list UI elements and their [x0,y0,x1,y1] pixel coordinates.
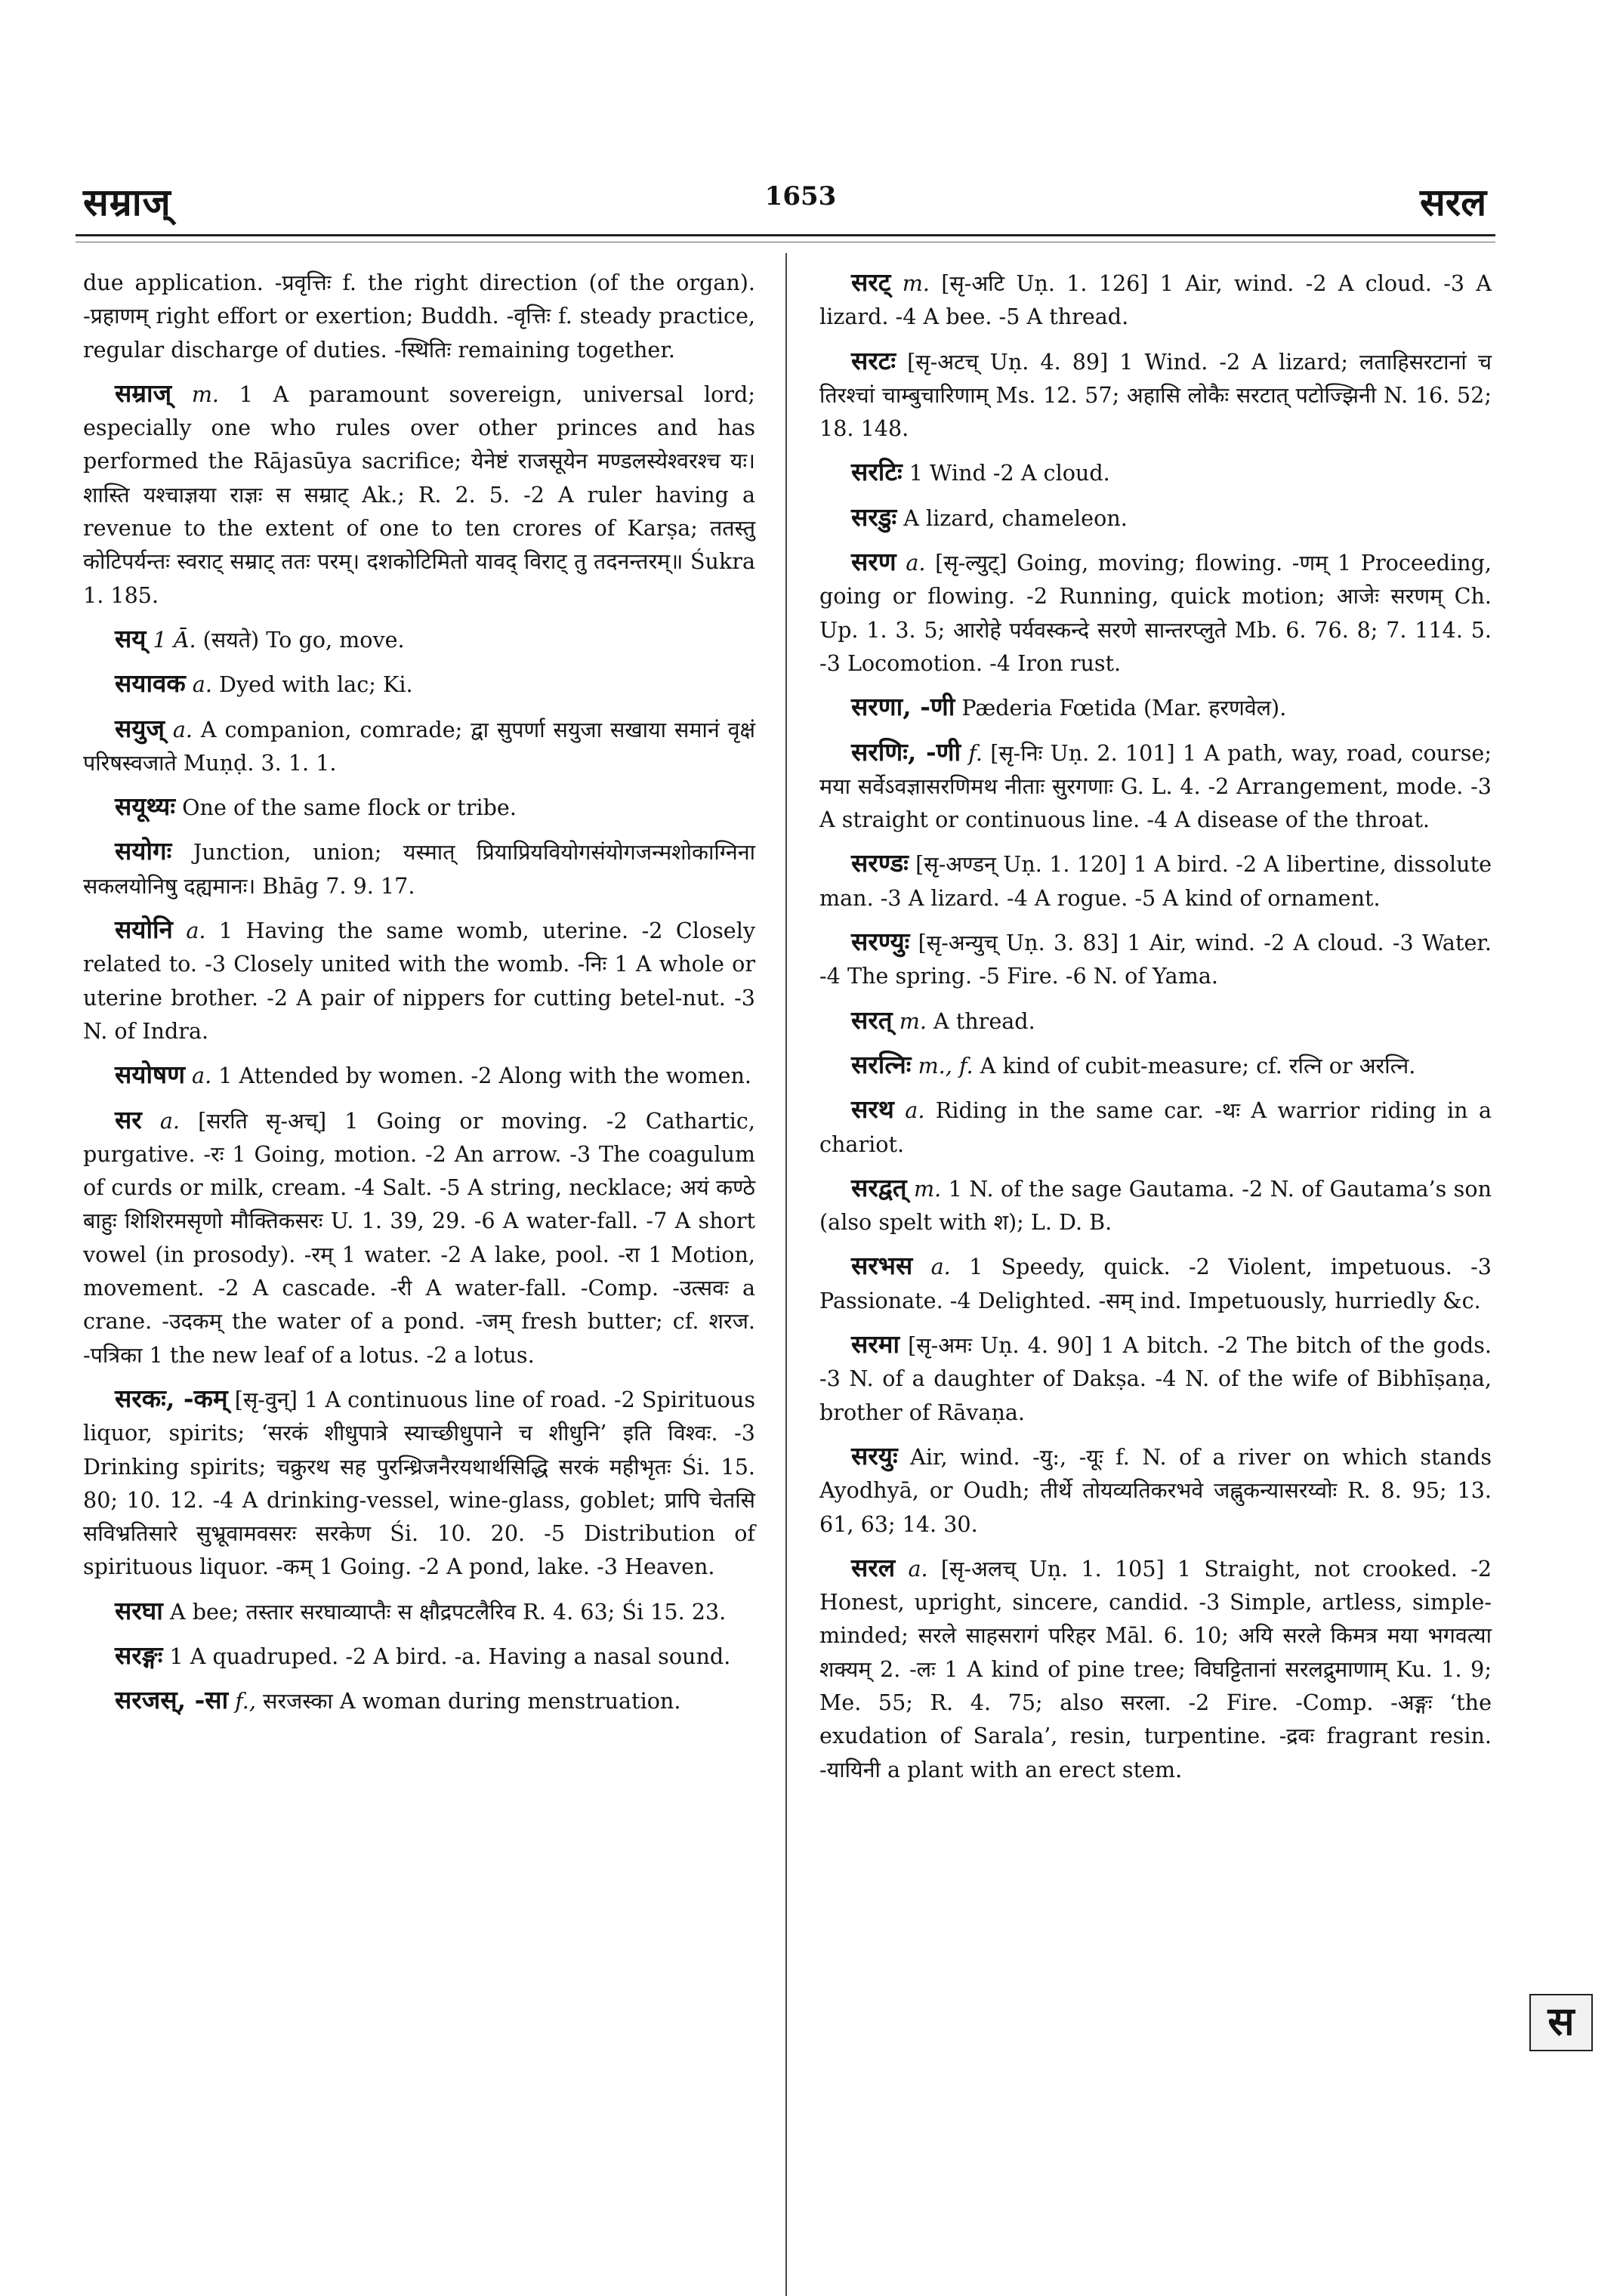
entry-definition: [सृ-अण्डन् Uṇ. 1. 120] 1 A bird. -2 A libertine, dissolute man. -3 A lizard. -4 A rogue. -5 A kind of ornament. [819,851,1492,911]
dictionary-entry [83,667,755,701]
dictionary-entry [819,1328,1492,1429]
entry-headword: सरजस्, -सा [115,1685,229,1715]
entry-headword: सरभस [851,1251,913,1281]
dictionary-entry [819,690,1492,724]
entry-definition: (सयते) To go, move. [202,626,405,653]
header-rule [76,234,1495,236]
entry-headword: सरङ्गः [115,1640,163,1670]
entry-definition: सरजस्का A woman during menstruation. [263,1688,681,1714]
dictionary-entry [83,266,755,366]
entry-definition: [सृ-ल्युट्] Going, moving; flowing. -णम् 1 Proceeding, going or flowing. -2 Running, quick motion; आजेः सरणम् Ch. Up. 1. 3. 5; आरोहे पर्यवस्कन्दे सरणे सान्तरप्लुते Mb. 6. 76. 8; 7. 114. 5. -3 Locomotion. -4 Iron rust. [819,550,1492,676]
entry-headword: सयोगः [115,836,172,866]
entry-definition: A lizard, chameleon. [903,505,1128,531]
entry-definition: 1 A paramount sovereign, universal lord; especially one who rules over other princes and has performed the Rājasūya sacrifice; येनेष्टं राजसूयेन मण्डलस्येश्वरश्च यः। शास्ति यश्चाज्ञया राज्ञः स सम्राट् Ak.; R. 2. 5. -2 A ruler having a revenue to the extent of one to ten crores of Karṣa; ततस्तु कोटिपर्यन्तः स्वराट् सम्राट् ततः परम्। दशकोटिमितो यावद् विराट् तु तदनन्तरम्॥ Śukra 1. 185. [83,381,755,608]
entry-definition: [सरति सृ-अच्] 1 Going or moving. -2 Cathartic, purgative. -रः 1 Going, motion. -2 An arrow. -3 The coagulum of curds or milk, cream. -4 Salt. -5 A string, necklace; अयं कण्ठे बाहुः शिशिरमसृणो मौक्तिकसरः U. 1. 39, 29. -6 A water-fall. -7 A short vowel (in prosody). -रम् 1 water. -2 A lake, pool. -रा 1 Motion, movement. -2 A cascade. -री A water-fall. -Comp. -उत्सवः a crane. -उदकम् the water of a pond. -जम् fresh butter; cf. शरज. -पत्रिका 1 the new leaf of a lotus. -2 a lotus. [83,1107,756,1368]
entry-definition: [सृ-वुन्] 1 A continuous line of road. -2 Spirituous liquor, spirits; ‘सरकं शीधुपात्रे स्याच्छीधुपाने च शीधुनि’ इति विश्वः. -3 Drinking spirits; चक्रुरथ सह पुरन्ध्रिजनैरयथार्थसिद्धि सरकं महीभृतः Śi. 15. 80; 10. 12. -4 A drinking-vessel, wine-glass, goblet; प्रापि चेतसि सविभ्रतिसारे सुभ्रूवामवसरः सरकेण Śi. 10. 20. -5 Distribution of spirituous liquor. -कम् 1 Going. -2 A pond, lake. -3 Heaven. [83,1386,755,1580]
entry-headword: सयूथ्यः [115,792,175,822]
entry-headword: सरत्निः [851,1049,912,1079]
dictionary-entry [83,1103,755,1372]
entry-grammar-tag: a. [192,1063,212,1089]
dictionary-entry [83,1639,755,1673]
dictionary-entry [83,1594,755,1628]
dictionary-entry [83,1683,755,1717]
entry-definition: Dyed with lac; Ki. [219,671,413,698]
entry-headword: सयुज् [115,713,165,743]
dictionary-entry [819,545,1492,680]
entry-grammar-tag: a. [172,716,193,742]
right-running-headword: सरल [1420,180,1487,224]
entry-grammar-tag: a. [192,671,212,698]
dictionary-entry [819,1004,1492,1038]
entry-grammar-tag: a. [905,1097,925,1124]
page-number: 1653 [764,181,837,211]
entry-definition: 1 A quadruped. -2 A bird. -a. Having a nasal sound. [169,1643,731,1669]
entry-definition: A bee; तस्तार सरघाव्याप्तैः स क्षौद्रपटलैरिव R. 4. 63; Śi 15. 23. [169,1598,727,1625]
column-divider [785,253,787,2296]
entry-headword: सरत् [851,1004,893,1035]
entry-headword: सयोषण [115,1060,185,1090]
entry-headword: सरमा [851,1329,900,1359]
dictionary-entry [819,1551,1492,1786]
dictionary-entry [819,1171,1492,1239]
entry-headword: सरयुः [851,1440,898,1470]
entry-headword: सरटः [851,345,896,375]
entry-grammar-tag: a. [159,1107,181,1134]
dictionary-entry [83,835,755,903]
entry-grammar-tag: a. [908,1555,928,1582]
dictionary-entry [819,1048,1492,1082]
thumb-index-tab: स [1529,1994,1593,2051]
entry-headword: सयोनि [115,915,173,945]
dictionary-entry [819,847,1492,915]
entry-definition: Pæderia Fœtida (Mar. हरणवेल). [961,695,1287,721]
entry-grammar-tag: m. [914,1175,942,1202]
dictionary-entry [819,1249,1492,1317]
entry-definition: A kind of cubit-measure; cf. रत्नि or अरत्नि. [980,1052,1416,1079]
entry-headword: सयावक [115,668,186,699]
entry-grammar-tag: f., [235,1688,256,1714]
dictionary-entry [819,455,1492,489]
entry-definition: Air, wind. -यु:, -यूः f. N. of a river on which stands Ayodhyā, or Oudh; तीर्थे तोयव्यतिकरभवे जह्नुकन्यासरय्वोः R. 8. 95; 13. 61, 63; 14. 30. [819,1443,1492,1537]
entry-headword: सम्राज् [115,378,172,408]
entry-grammar-tag: a. [186,918,206,944]
dictionary-entry [819,736,1492,837]
entry-definition: Riding in the same car. -थः A warrior riding in a chariot. [819,1097,1492,1157]
entry-grammar-tag: a. [906,550,926,576]
entry-definition: 1 N. of the sage Gautama. -2 N. of Gautama’s son (also spelt with श); L. D. B. [819,1175,1492,1236]
entry-headword: सरल [851,1552,896,1582]
left-column [83,266,755,1729]
entry-definition: due application. -प्रवृत्तिः f. the right direction (of the organ). -प्रहाणम् right effort or exertion; Buddh. -वृत्तिः f. steady practice, regular discharge of duties. -स्थितिः remaining together. [83,270,755,363]
entry-headword: सरण [851,547,896,577]
entry-headword: सरघा [115,1595,163,1625]
entry-grammar-tag: a. [930,1254,951,1280]
dictionary-entry [819,1093,1492,1161]
entry-grammar-tag: 1 Ā. [153,626,196,653]
entry-headword: सरणिः, -णी [851,736,961,767]
entry-definition: [सृ-अन्युच् Uṇ. 3. 83] 1 Air, wind. -2 A cloud. -3 Water. -4 The spring. -5 Fire. -6 N. of Yama. [819,930,1492,989]
entry-definition: One of the same flock or tribe. [182,795,517,821]
entry-grammar-tag: m., f. [918,1052,974,1079]
dictionary-entry [83,712,755,780]
dictionary-entry [83,622,755,656]
dictionary-entry [819,1440,1492,1541]
entry-definition: [सृ-निः Uṇ. 2. 101] 1 A path, way, road, course; मया सर्वेऽवज्ञासरणिमथ नीताः सुरगणाः G. L. 4. -2 Arrangement, mode. -3 A straight or continuous line. -4 A disease of the throat. [819,739,1492,833]
entry-headword: सरटिः [851,457,903,487]
entry-headword: सरथ [851,1094,894,1125]
entry-definition: [सृ-अटच् Uṇ. 4. 89] 1 Wind. -2 A lizard; लताहिसरटानां च तिरश्चां चाम्बुचारिणाम् Ms. 12. 57; अहासि लोकैः सरटात् पटोज्झिनी N. 16. 52; 18. 148. [819,348,1492,442]
entry-grammar-tag: m. [191,381,220,407]
entry-headword: सरण्युः [851,927,910,957]
entry-headword: सरणा, -णी [851,692,955,722]
page-header [0,0,1620,242]
entry-headword: सरडुः [851,501,897,532]
dictionary-entry [819,344,1492,446]
entry-definition: 1 Having the same womb, uterine. -2 Closely related to. -3 Closely united with the womb. -निः 1 A whole or uterine brother. -2 A pair of nippers for cutting betel-nut. -3 N. of Indra. [83,918,756,1044]
entry-definition: [सृ-अलच् Uṇ. 1. 105] 1 Straight, not crooked. -2 Honest, upright, sincere, candid. -3 Simple, artless, simple-minded; सरले साहसरागं परिहर Māl. 6. 10; अयि सरले किमत्र मया भगवत्या शक्यम् 2. -लः 1 A kind of pine tree; विघट्टितानां सरलद्रुमाणाम् Ku. 1. 9; Me. 55; R. 4. 75; also सरला. -2 Fire. -Comp. -अङ्गः ‘the exudation of Sarala’, resin, turpentine. -द्रवः fragrant resin. -यायिनी a plant with an erect stem. [819,1555,1492,1782]
dictionary-entry [819,925,1492,993]
entry-definition: A companion, comrade; द्वा सुपर्णा सयुजा सखाया समानं वृक्षं परिषस्वजाते Muṇḍ. 3. 1. 1. [83,716,756,776]
entry-definition: A thread. [933,1008,1035,1034]
dictionary-entry [83,377,755,612]
entry-definition: [सृ-अटि Uṇ. 1. 126] 1 Air, wind. -2 A cloud. -3 A lizard. -4 A bee. -5 A thread. [819,270,1492,330]
dictionary-entry [819,501,1492,535]
entry-headword: सय् [115,623,147,653]
left-running-headword: सम्राज् [83,180,171,224]
entry-headword: सरण्डः [851,848,909,878]
entry-headword: सरकः, -कम् [115,1383,228,1413]
entry-definition: [सृ-अमः Uṇ. 4. 90] 1 A bitch. -2 The bitch of the gods. -3 N. of a daughter of Dakṣa. -4 N. of the wife of Bibhīṣaṇa, brother of Rāvaṇa. [819,1332,1492,1425]
dictionary-entry [83,790,755,824]
entry-headword: सरट् [851,267,891,297]
right-column [819,266,1492,1797]
dictionary-entry [83,1058,755,1092]
dictionary-entry [819,266,1492,334]
entry-definition: Junction, union; यस्मात् प्रियाप्रियवियोगसंयोगजन्मशोकाग्निना सकलयोनिषु दह्यमानः। Bhāg 7. 9. 17. [83,839,755,899]
entry-grammar-tag: m. [902,270,930,296]
dictionary-entry [83,913,755,1048]
entry-headword: सरद्वत् [851,1172,907,1202]
entry-headword: सर [115,1104,142,1134]
dictionary-entry [83,1382,755,1584]
entry-definition: 1 Attended by women. -2 Along with the women. [218,1063,752,1089]
entry-grammar-tag: m. [899,1008,927,1034]
entry-definition: 1 Speedy, quick. -2 Violent, impetuous. -3 Passionate. -4 Delighted. -सम् ind. Impetuously, hurriedly &c. [819,1254,1492,1313]
entry-definition: 1 Wind -2 A cloud. [909,460,1110,486]
entry-grammar-tag: f. [968,739,983,766]
